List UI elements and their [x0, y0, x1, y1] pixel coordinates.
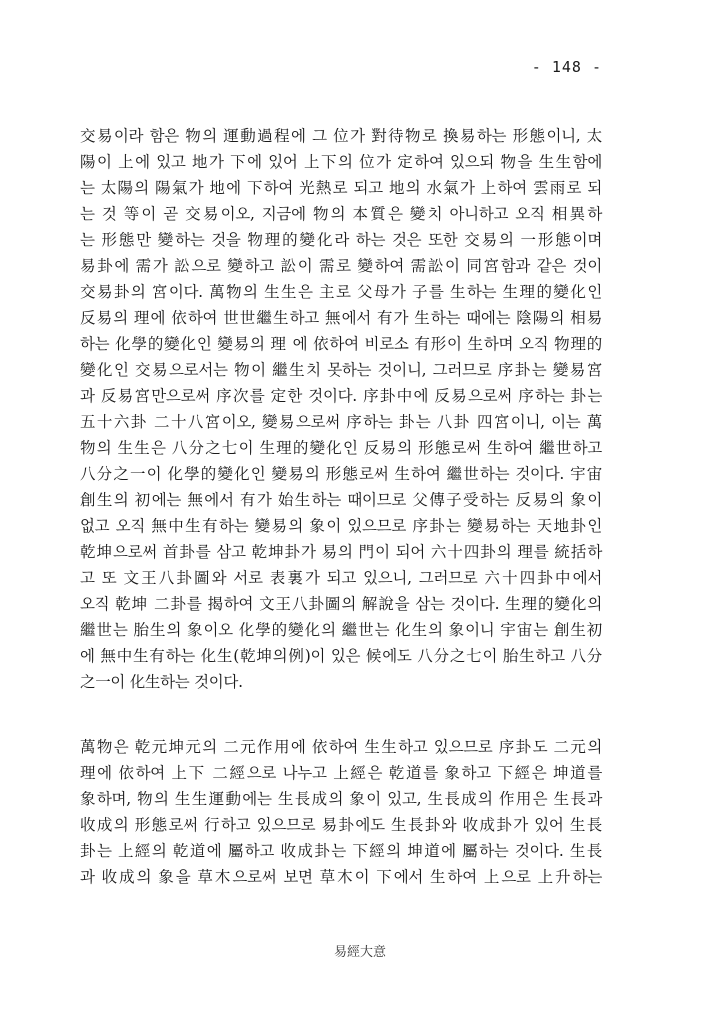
running-footer: 易經大意 — [333, 945, 386, 960]
text-line: 없고 오직 無中生有하는 變易의 象이 있으므로 序卦는 變易하는 天地卦인 — [80, 517, 602, 535]
text-line: 萬物은 乾元坤元의 二元作用에 依하여 生生하고 있으므로 序卦도 二元의 — [80, 738, 602, 756]
text-line: 象하며, 物의 生生運動에는 生長成의 象이 있고, 生長成의 作用은 生長과 — [80, 790, 602, 808]
text-line: 交易이라 함은 物의 運動過程에 그 位가 對待物로 換易하는 形態이니, 太 — [80, 127, 602, 145]
text-line: 變化인 交易으로서는 物이 繼生치 못하는 것이니, 그러므로 序卦는 變易宮 — [80, 361, 602, 379]
text-line: 物의 生生은 八分之七이 生理的變化인 反易의 形態로써 生하여 繼世하고 — [80, 439, 602, 457]
text-line: 易卦에 需가 訟으로 變하고 訟이 需로 變하여 需訟이 同宮함과 같은 것이 — [80, 257, 602, 275]
text-line: 하는 化學的變化인 變易의 理 에 依하여 비로소 有形이 生하며 오직 物理的 — [80, 335, 602, 353]
text-line: 八分之一이 化學的變化인 變易의 形態로써 生하여 繼世하는 것이다. 宇宙 — [80, 465, 602, 483]
text-line: 陽이 上에 있고 地가 下에 있어 上下의 位가 定하여 있으되 物을 生生함에 — [80, 153, 602, 171]
text-line: 과 反易宮만으로써 序次를 定한 것이다. 序卦中에 反易으로써 序하는 卦는 — [80, 387, 602, 405]
text-line: 繼世는 胎生의 象이오 化學的變化의 繼世는 化生의 象이니 宇宙는 創生初 — [80, 621, 602, 639]
text-line: 오직 乾坤 二卦를 揭하여 文王八卦圖의 解說을 삼는 것이다. 生理的變化의 — [80, 595, 602, 613]
text-line: 는 것 等이 곧 交易이오, 지금에 物의 本質은 變치 아니하고 오직 相異하 — [80, 205, 602, 223]
text-line: 收成의 形態로써 行하고 있으므로 易卦에도 生長卦와 收成卦가 있어 生長 — [80, 816, 602, 834]
text-line: 乾坤으로써 首卦를 삼고 乾坤卦가 易의 門이 되어 六十四卦의 理를 統括하 — [80, 543, 602, 561]
text-line: 는 形態만 變하는 것을 物理的變化라 하는 것은 또한 交易의 一形態이며 — [80, 231, 602, 249]
text-line: 고 또 文王八卦圖와 서로 表裏가 되고 있으니, 그러므로 六十四卦中에서 — [80, 569, 602, 587]
text-line: 交易卦의 宮이다. 萬物의 生生은 主로 父母가 子를 生하는 生理的變化인 — [80, 283, 602, 301]
text-line: 理에 依하여 上下 二經으로 나누고 上經은 乾道를 象하고 下經은 坤道를 — [80, 764, 602, 782]
text-line: 는 太陽의 陽氣가 地에 下하여 光熱로 되고 地의 水氣가 上하여 雲雨로 되 — [80, 179, 602, 197]
text-line: 과 收成의 象을 草木으로써 보면 草木이 下에서 生하여 上으로 上升하는 — [80, 868, 602, 886]
text-line: 反易의 理에 依하여 世世繼生하고 無에서 有가 生하는 때에는 陰陽의 相易 — [80, 309, 602, 327]
paragraph-2 — [80, 734, 602, 890]
text-line: 創生의 初에는 無에서 有가 始生하는 때이므로 父傳子受하는 反易의 象이 — [80, 491, 602, 509]
paragraph-1 — [80, 123, 602, 695]
text-line: 五十六卦 二十八宮이오, 變易으로써 序하는 卦는 八卦 四宮이니, 이는 萬 — [80, 413, 602, 431]
text-line: 에 無中生有하는 化生(乾坤의例)이 있은 候에도 八分之七이 胎生하고 八分 — [80, 647, 602, 665]
text-line: 之一이 化生하는 것이다. — [80, 673, 243, 691]
text-line: 卦는 上經의 乾道에 屬하고 收成卦는 下經의 坤道에 屬하는 것이다. 生長 — [80, 842, 602, 860]
page-number: - 148 - — [531, 58, 602, 76]
